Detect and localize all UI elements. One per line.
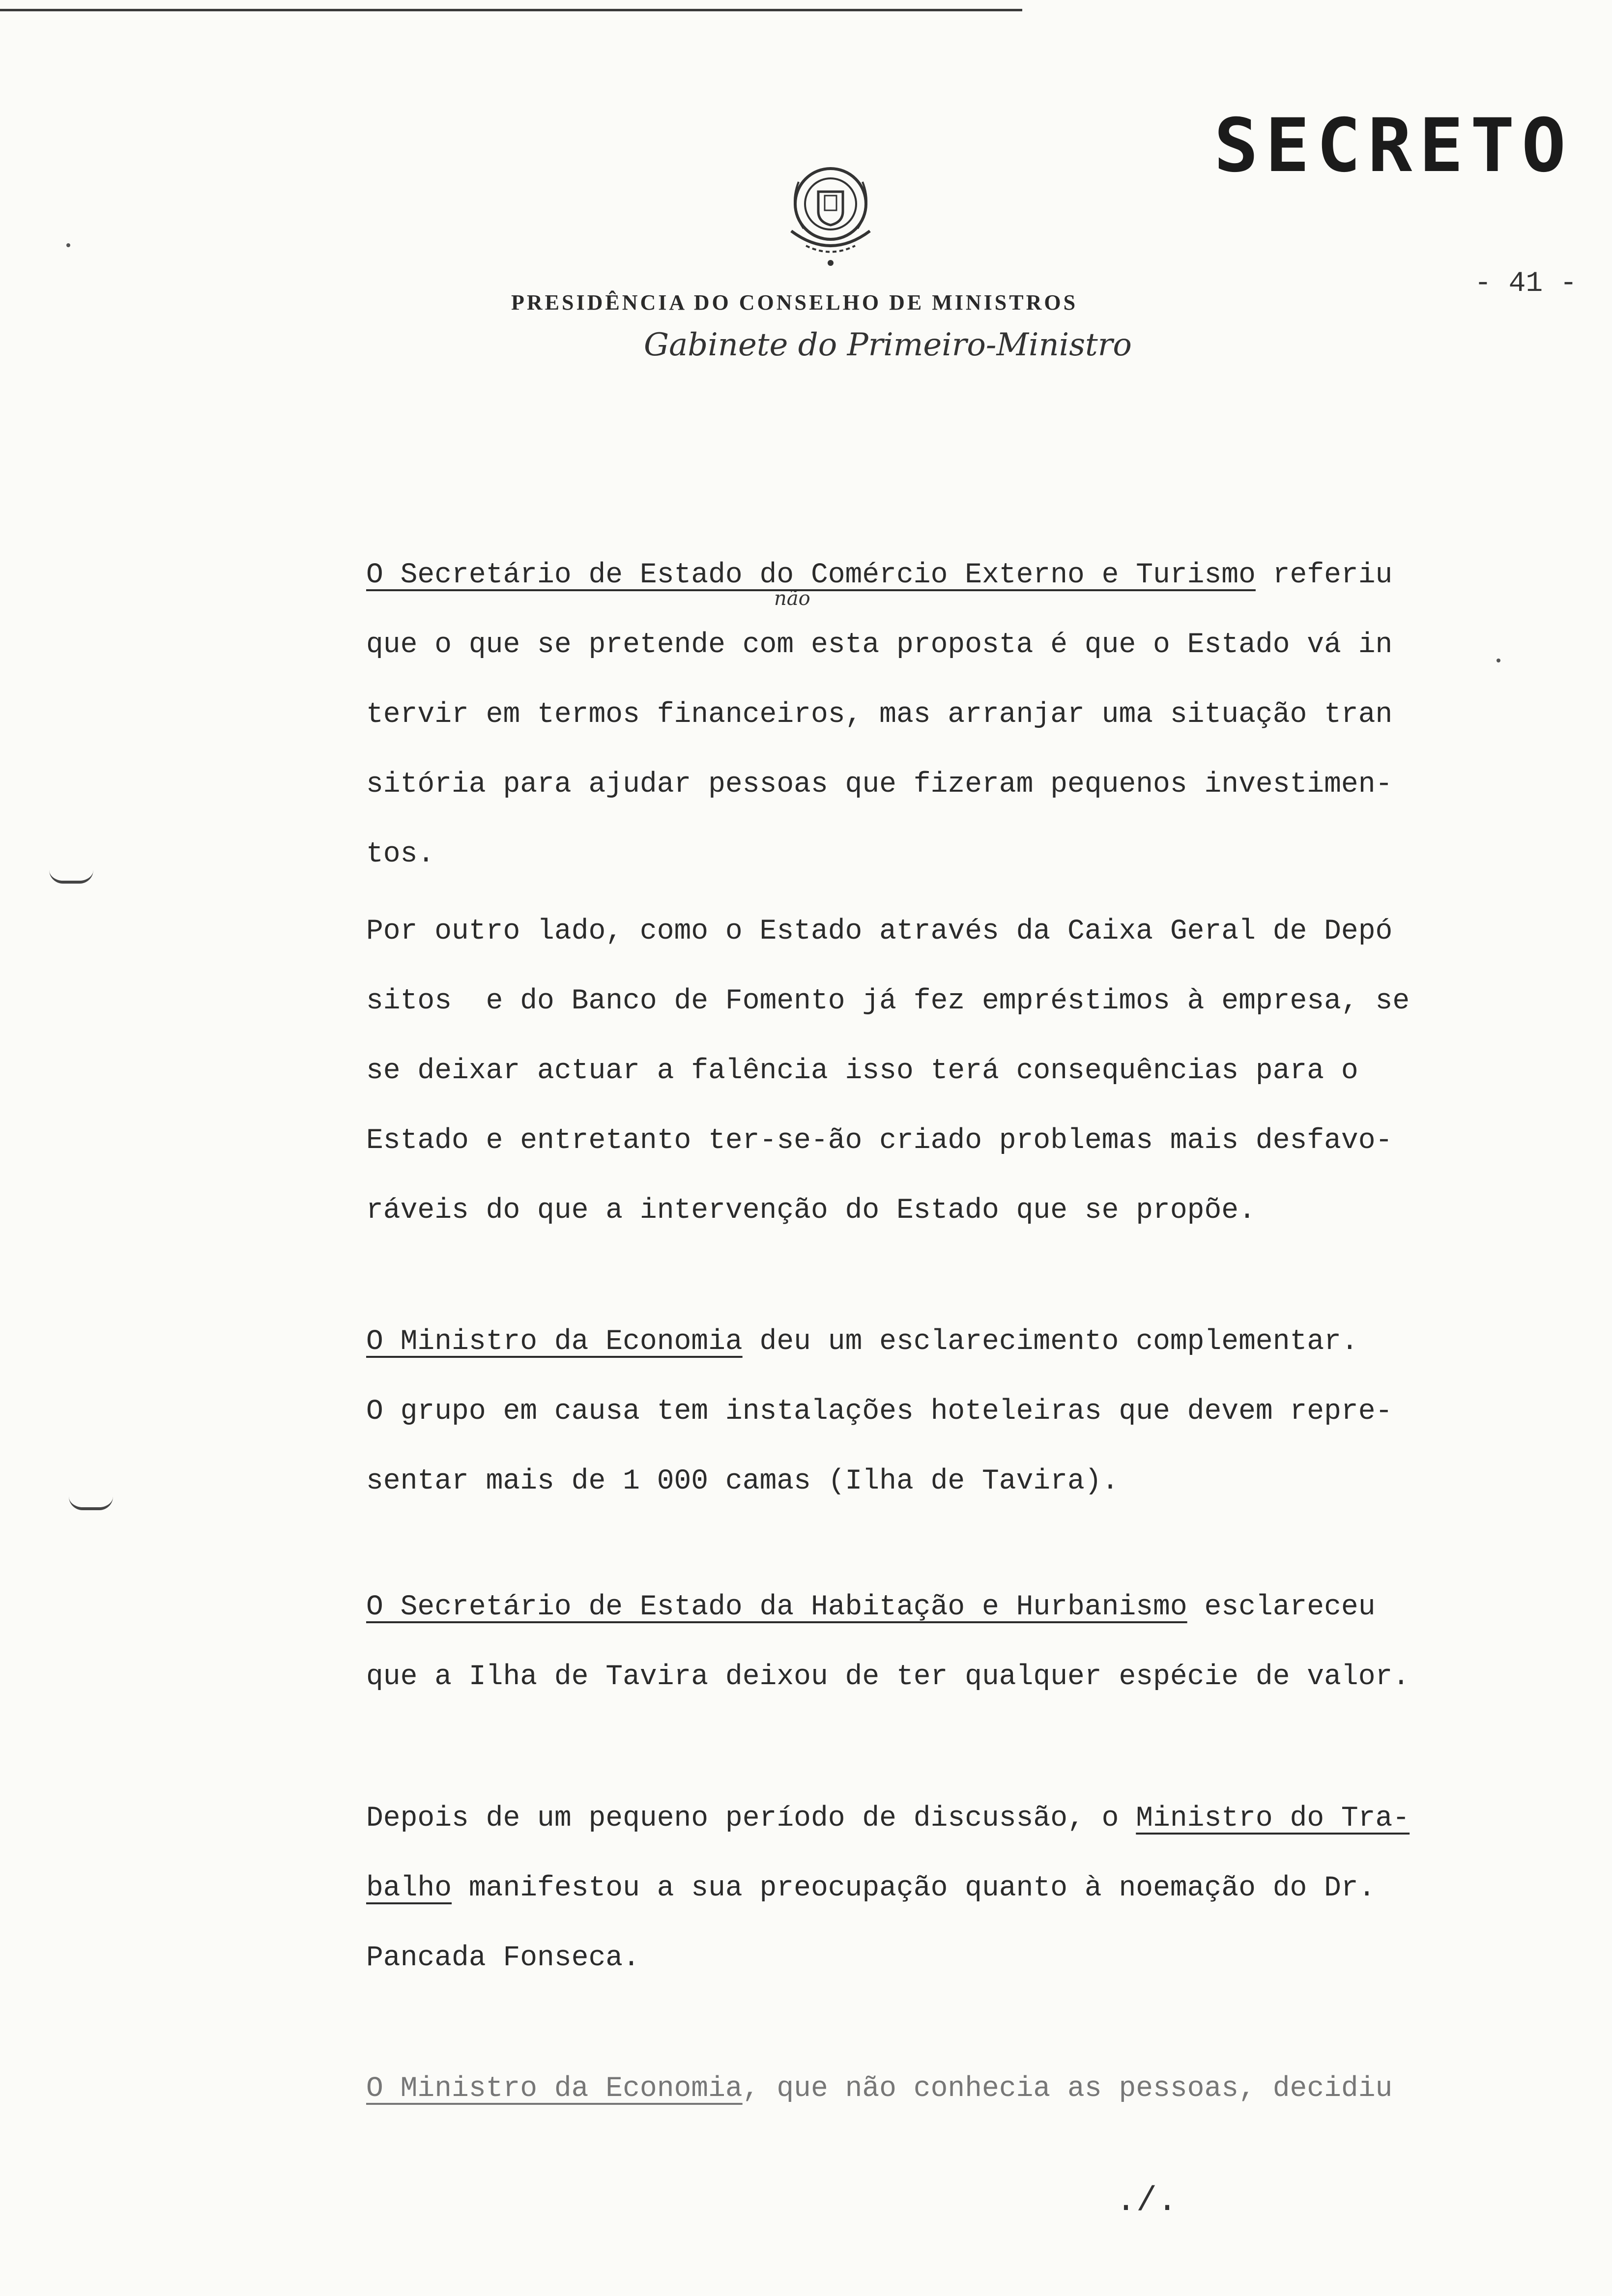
text-line: [366, 750, 1462, 820]
text-segment: se deixar actuar a falência isso terá consequências para o: [366, 1055, 1358, 1087]
text-segment: tos.: [366, 838, 435, 870]
text-line: [366, 1854, 1462, 1923]
paragraph: [366, 1784, 1462, 1993]
margin-dot: [1497, 659, 1500, 662]
speaker-name: O Ministro da Economia: [366, 1326, 743, 1358]
text-segment: manifestou a sua preocupação quanto à noemação do Dr.: [452, 1872, 1376, 1904]
paragraph: [366, 897, 1462, 1246]
text-line: [366, 610, 1462, 680]
handwritten-insertion: não: [774, 587, 810, 610]
margin-dot: [66, 243, 70, 247]
coat-of-arms-icon: [772, 152, 890, 275]
speaker-name: O Secretário de Estado da Habitação e Hurbanismo: [366, 1591, 1187, 1623]
text-segment: O grupo em causa tem instalações hoteleiras que devem repre-: [366, 1396, 1393, 1428]
text-segment: Depois de um pequeno período de discussão, o: [366, 1803, 1136, 1835]
text-line: [366, 1642, 1462, 1712]
text-segment: que o que se pretende com esta proposta é que o Estado vá in: [366, 629, 1393, 661]
letterhead-subtitle: Gabinete do Primeiro-Ministro: [644, 327, 1132, 363]
margin-mark: [69, 1496, 113, 1510]
text-line: [366, 1106, 1462, 1176]
text-line: [366, 1036, 1462, 1106]
paragraph: [366, 1307, 1462, 1517]
continuation-mark: ./.: [1116, 2182, 1178, 2221]
text-segment: esclareceu: [1187, 1591, 1376, 1623]
speaker-name: O Secretário de Estado do Comércio Externo e Turismo: [366, 559, 1256, 591]
text-line: [366, 1923, 1462, 1993]
page-number: - 41 -: [1474, 268, 1577, 300]
text-line: [366, 1377, 1462, 1447]
top-rule: [0, 9, 1022, 11]
paragraph: [366, 2054, 1462, 2124]
text-line: [366, 541, 1462, 610]
text-line: [366, 2054, 1462, 2124]
text-line: [366, 1307, 1462, 1377]
text-segment: tervir em termos financeiros, mas arranjar uma situação tran: [366, 699, 1393, 731]
text-line: [366, 680, 1462, 750]
paragraph: [366, 1573, 1462, 1712]
text-segment: Estado e entretanto ter-se-ão criado problemas mais desfavo-: [366, 1125, 1393, 1157]
text-segment: sitos e do Banco de Fomento já fez empréstimos à empresa, se: [366, 985, 1410, 1017]
text-line: [366, 967, 1462, 1036]
text-segment: referiu: [1255, 559, 1393, 591]
secret-stamp: SECRETO: [1214, 103, 1573, 189]
text-segment: sentar mais de 1 000 camas (Ilha de Tavira).: [366, 1465, 1119, 1497]
paragraph: [366, 541, 1462, 890]
text-segment: , que não conhecia as pessoas, decidiu: [742, 2073, 1393, 2105]
text-line: [366, 1573, 1462, 1642]
speaker-name: Ministro do Tra-: [1136, 1803, 1410, 1835]
speaker-name: balho: [366, 1872, 452, 1904]
text-segment: que a Ilha de Tavira deixou de ter qualquer espécie de valor.: [366, 1661, 1410, 1693]
text-line: [366, 1176, 1462, 1246]
text-segment: sitória para ajudar pessoas que fizeram pequenos investimen-: [366, 769, 1393, 801]
margin-mark: [49, 870, 93, 884]
text-segment: Por outro lado, como o Estado através da Caixa Geral de Depó: [366, 916, 1393, 947]
text-line: [366, 820, 1462, 890]
speaker-name: O Ministro da Economia: [366, 2073, 743, 2105]
text-line: [366, 897, 1462, 967]
text-line: [366, 1784, 1462, 1854]
text-line: [366, 1447, 1462, 1517]
letterhead-title: PRESIDÊNCIA DO CONSELHO DE MINISTROS: [511, 290, 1078, 315]
text-segment: deu um esclarecimento complementar.: [742, 1326, 1358, 1358]
text-segment: ráveis do que a intervenção do Estado que se propõe.: [366, 1195, 1256, 1227]
text-segment: Pancada Fonseca.: [366, 1942, 640, 1974]
